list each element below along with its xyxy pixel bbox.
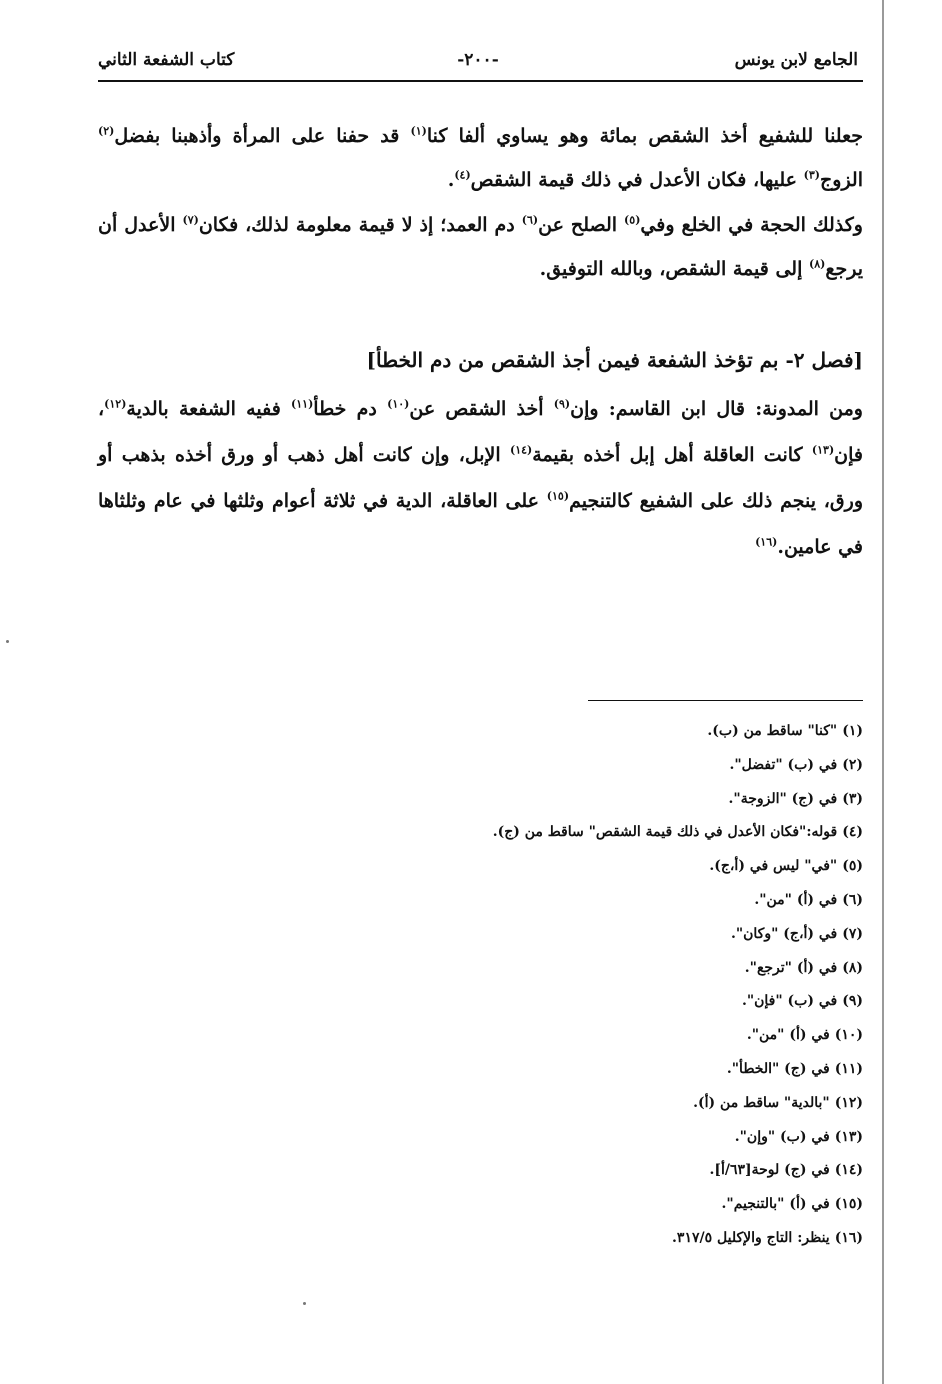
footnote-number: (١٠) (834, 1027, 863, 1044)
footnote (303, 1020, 863, 1054)
text-run: وكذلك الحجة في الخلع وفي (640, 214, 863, 236)
text-run: قد حفنا على المرأة وأذهبنا بفضل (114, 125, 411, 147)
footnote-number: (٤) (842, 824, 863, 841)
footnote-text: في (ب) "فإن". (741, 993, 838, 1010)
text-run: ، فإن (98, 398, 863, 466)
text-run: كانت العاقلة أهل إبل أخذه بقيمة (532, 444, 812, 466)
paragraph-text (98, 386, 863, 570)
paragraph-2 (98, 203, 863, 291)
footnote (303, 1122, 863, 1156)
footnote-marker: (٤) (454, 168, 471, 182)
chapter-title: كتاب الشفعة الثاني (98, 50, 235, 70)
footnote-number: (٣) (842, 790, 863, 807)
text-run: أخذ الشقص عن (409, 398, 554, 420)
paragraph-3 (98, 386, 863, 570)
footnote-marker: (٦) (521, 213, 539, 227)
header-rule (98, 80, 863, 82)
footnote-marker: (١١) (291, 397, 314, 411)
footnote (303, 750, 863, 784)
text-run: الزوج (820, 169, 863, 191)
text-run: عليها، فكان الأعدل في ذلك قيمة الشقص (470, 169, 804, 191)
footnote (303, 817, 863, 851)
footnote-number: (١٦) (834, 1229, 863, 1246)
footnote (303, 1088, 863, 1122)
paragraph-text (98, 203, 863, 291)
footnote-marker: (٥) (624, 213, 641, 227)
footnote-marker: (٨) (809, 257, 826, 271)
footnote-text: "في" ليس في (أ،ج). (709, 858, 838, 875)
footnote (303, 1155, 863, 1189)
footnote-number: (١) (842, 723, 863, 739)
text-run: . (447, 169, 455, 191)
footnote-number: (٥) (842, 858, 863, 875)
text-run: ففيه الشفعة بالدية (126, 398, 292, 420)
page-edge-line (882, 0, 884, 1384)
footnote-number: (١٥) (834, 1196, 863, 1213)
footnote-marker: (٣) (803, 168, 820, 182)
footnote-marker: (١) (410, 124, 427, 138)
paragraph-text (98, 114, 863, 202)
footnote-text: في (أ) "بالتنجيم". (721, 1196, 830, 1213)
footnote-text: في (أ) "ترجع". (744, 959, 838, 976)
footnote-number: (٩) (842, 993, 863, 1010)
footnote-separator (588, 700, 863, 701)
text-run: إلى قيمة الشقص، وبالله التوفيق. (539, 258, 809, 280)
footnote-number: (١٢) (834, 1094, 863, 1111)
footnote-text: "كنا" ساقط من (ب). (707, 723, 838, 739)
text-run: ومن المدونة: قال ابن القاسم: وإن (570, 398, 863, 420)
footnotes-list (303, 716, 863, 1257)
footnote-marker: (١٣) (811, 443, 835, 457)
footnote-text: في (أ) "من". (746, 1027, 830, 1044)
footnote-text: في (أ،ج) "وكان". (730, 925, 838, 942)
book-title: الجامع لابن يونس (734, 50, 858, 70)
footnote-marker: (١٦) (755, 535, 778, 549)
paragraph-1 (98, 114, 863, 202)
text-run: على العاقلة، الدية في ثلاثة أعوام وثلثها في عام وثلثاها في عامين. (98, 490, 863, 558)
footnote-text: ينظر: التاج والإكليل ٣١٧/٥. (672, 1229, 830, 1246)
footnote-number: (٨) (842, 959, 863, 976)
footnote (303, 986, 863, 1020)
footnote-number: (٧) (842, 925, 863, 942)
section-heading: [فصل ٢- بم تؤخذ الشفعة فيمن أجذ الشقص من دم الخطأ] (366, 348, 863, 372)
footnote (303, 784, 863, 818)
footnote-number: (٢) (842, 756, 863, 773)
footnote (303, 1054, 863, 1088)
footnote-text: في (ب) "تفضل". (729, 756, 838, 773)
footnote-marker: (١٥) (546, 489, 570, 503)
footnote (303, 716, 863, 750)
footnote (303, 1223, 863, 1257)
footnote-number: (٦) (842, 891, 863, 908)
footnote-text: في (ج) لوحة[٦٣/أ]. (709, 1162, 830, 1179)
footnote-marker: (٧) (182, 213, 199, 227)
footnote-number: (١١) (834, 1060, 863, 1077)
footnote (303, 919, 863, 953)
running-header (98, 44, 858, 78)
text-run: الصلح عن (538, 214, 625, 236)
text-run: جعلنا للشفيع أخذ الشقص بمائة وهو يساوي ألفا كنا (426, 125, 864, 147)
footnote-marker: (٩) (553, 397, 571, 411)
footnote-marker: (٢) (98, 124, 115, 138)
text-run: دم العمد؛ إذ لا قيمة معلومة لذلك، فكان (198, 214, 522, 236)
footnote (303, 1189, 863, 1223)
footnote-text: قوله:"فكان الأعدل في ذلك قيمة الشقص" ساقط من (ج). (492, 824, 838, 841)
footnote-text: في (ج) "الزوجة". (728, 790, 838, 807)
footnote-marker: (١٤) (509, 443, 533, 457)
footnote-text: في (أ) "من". (754, 891, 838, 908)
footnote (303, 885, 863, 919)
footnote-marker: (١٠) (387, 397, 410, 411)
footnote-number: (١٤) (834, 1162, 863, 1179)
footnote-text: في (ب) "وإن". (734, 1128, 830, 1145)
footnote-text: "بالدية" ساقط من (أ). (693, 1094, 830, 1111)
scan-speck (6, 640, 9, 643)
footnote (303, 953, 863, 987)
footnote-text: في (ج) "الخطأ". (726, 1060, 830, 1077)
footnote-number: (١٣) (834, 1128, 863, 1145)
footnote (303, 851, 863, 885)
scan-speck (303, 1302, 306, 1305)
text-run: دم خطأ (313, 398, 388, 420)
text-run: الأعدل أن يرجع (98, 214, 863, 280)
footnote-marker: (١٢) (104, 397, 127, 411)
text-run: الإبل، وإن كانت أهل ذهب أو ورق أخذه بذهب أو ورق، ينجم ذلك على الشفيع كالتنجيم (98, 444, 863, 512)
page-number: -٢٠٠- (457, 50, 499, 70)
